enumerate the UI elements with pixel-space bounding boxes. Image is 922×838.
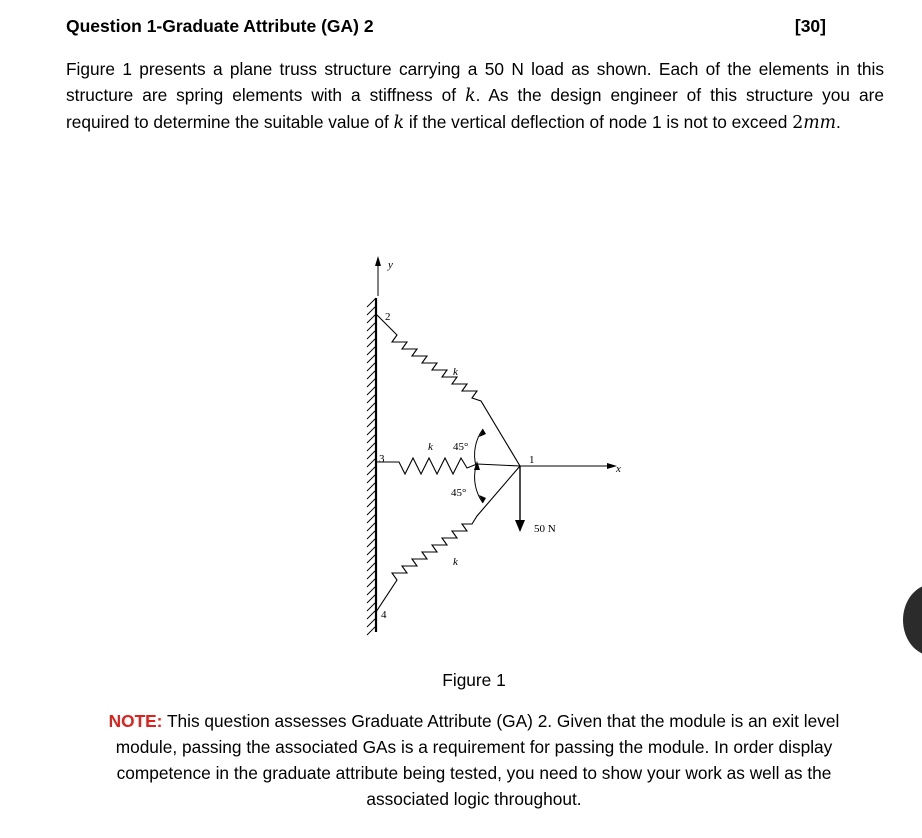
question-paragraph xyxy=(66,56,884,136)
load-arrow xyxy=(515,466,525,532)
node-3-label: 3 xyxy=(379,453,385,465)
node-2-label: 2 xyxy=(385,311,391,323)
note-text: This question assesses Graduate Attribute (GA) 2. Given that the module is an exit level module, passing the associated GAs is a requirement for passing the module. In order display competence in the graduate attribute being tested, you need to show your work as well as the associated logic throughout. xyxy=(115,711,840,809)
node-1-label: 1 xyxy=(529,454,535,466)
load-label: 50 N xyxy=(534,523,556,535)
spring-element-lower xyxy=(376,466,520,612)
angle-label-lower: 45° xyxy=(451,487,467,499)
angle-label-upper: 45° xyxy=(453,441,469,453)
paragraph-line-1: Figure 1 presents a plane truss structure carrying a 50 N load as shown. Each of the elements in this xyxy=(66,59,884,79)
question-title: Question 1-Graduate Attribute (GA) 2 xyxy=(66,16,374,36)
question-marks: [30] xyxy=(794,16,826,36)
spring-element-upper xyxy=(376,314,520,466)
paragraph-line-3-end: . xyxy=(836,112,841,132)
figure-caption: Figure 1 xyxy=(442,670,506,690)
paragraph-line-3 xyxy=(66,109,884,136)
spring-element-middle xyxy=(376,458,520,474)
x-axis-label: x xyxy=(616,463,621,475)
paragraph-line-2-text-a: structure are spring elements with a stiffness of xyxy=(66,85,457,105)
stiffness-label-middle: k xyxy=(428,441,433,453)
paragraph-line-3-text-a: required to determine the suitable value of xyxy=(66,112,389,132)
floating-action-button[interactable] xyxy=(903,584,922,656)
stiffness-label-top: k xyxy=(453,366,458,378)
fixed-wall xyxy=(367,298,376,635)
paragraph-line-3-text-b: if the vertical deflection of node 1 is not to exceed xyxy=(408,112,788,132)
deflection-limit-unit: mm xyxy=(803,113,836,133)
stiffness-symbol: k xyxy=(393,113,405,133)
deflection-limit-value: 2 xyxy=(792,113,804,133)
truss-figure xyxy=(355,250,655,650)
y-axis xyxy=(375,256,381,296)
note-block xyxy=(80,708,868,812)
node-4-label: 4 xyxy=(381,609,387,621)
stiffness-label-bottom: k xyxy=(453,556,458,568)
note-label: NOTE: xyxy=(108,711,163,731)
x-axis xyxy=(520,463,617,469)
paragraph-line-2 xyxy=(66,82,884,109)
question-header xyxy=(66,16,826,42)
stiffness-symbol: k xyxy=(465,86,476,106)
paragraph-line-2-text-b: . As the design engineer of this structure you are xyxy=(475,85,884,105)
angle-arrowheads xyxy=(474,429,486,503)
y-axis-label: y xyxy=(388,259,393,271)
